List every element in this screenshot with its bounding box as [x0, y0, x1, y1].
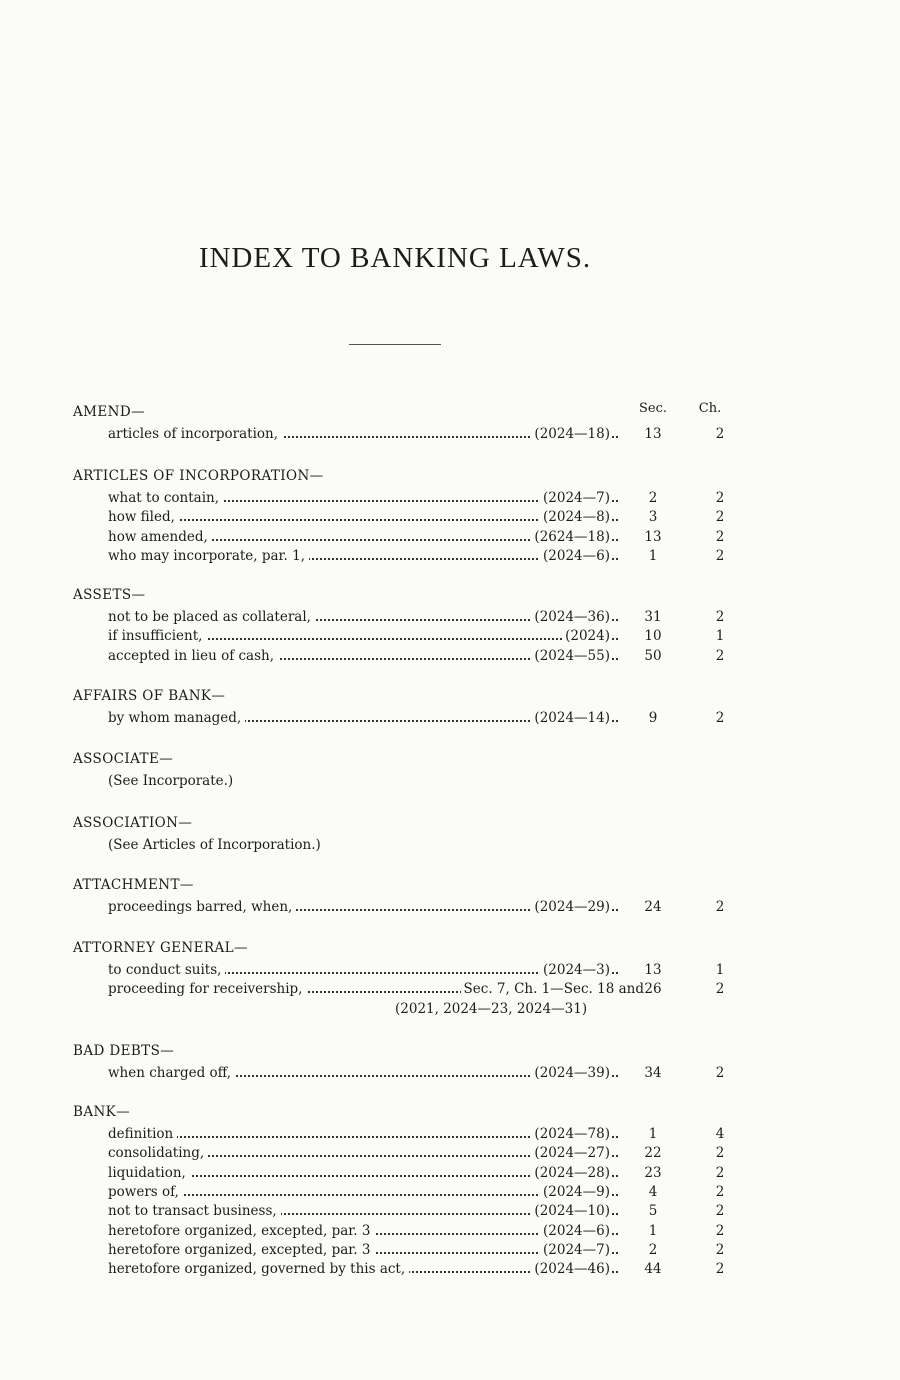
index-entry [0, 1261, 900, 1280]
entry-reference: (2024—36) [531, 609, 610, 625]
entry-text: heretofore organized, excepted, par. 3 [108, 1242, 374, 1258]
entry-reference: (2021, 2024—23, 2024—31) [395, 1000, 588, 1017]
entry-ch-number: 2 [715, 609, 725, 625]
entry-text: heretofore organized, excepted, par. 3 [108, 1223, 374, 1239]
entry-text: (See Incorporate.) [108, 773, 237, 789]
index-entry [0, 509, 900, 528]
index-entry [0, 1223, 900, 1242]
index-entry [0, 962, 900, 981]
entry-sec-number: 5 [648, 1203, 658, 1220]
entry-sec-number: 2 [648, 1241, 658, 1258]
entry-ch-number: 2 [715, 1164, 725, 1181]
entry-reference: (2024) [562, 628, 610, 644]
entry-sec-number: 13 [644, 962, 662, 978]
index-entry [0, 1242, 900, 1261]
section-heading: BAD DEBTS— [73, 1043, 175, 1059]
entry-sec-number: 22 [644, 1145, 662, 1162]
entry-ch-number: 2 [715, 528, 725, 545]
entry-text: if insufficient, [108, 628, 206, 644]
entry-text: when charged off, [108, 1065, 235, 1081]
index-entry [0, 1203, 900, 1222]
section-heading: ASSOCIATION— [73, 815, 193, 831]
entry-sec-number: 24 [644, 899, 662, 915]
entry-label [108, 773, 618, 789]
entry-reference: (2024—8) [540, 509, 610, 525]
entry-ch-number: 2 [715, 1183, 725, 1200]
entry-text: powers of, [108, 1184, 183, 1200]
index-entry [0, 710, 900, 729]
entry-text: how filed, [108, 509, 179, 525]
index-entry [0, 529, 900, 548]
entry-text: to conduct suits, [108, 962, 225, 978]
entry-reference: (2024—9) [540, 1184, 610, 1200]
entry-reference: (2024—55) [531, 648, 610, 664]
entry-sec-number: 31 [644, 609, 662, 625]
index-entry [0, 899, 900, 918]
entry-text: articles of incorporation, [108, 426, 282, 442]
entry-reference: (2024—6) [540, 1223, 610, 1239]
entry-reference: (2024—7) [540, 490, 610, 506]
entry-sec-number: 10 [644, 628, 662, 645]
entry-text: what to contain, [108, 490, 223, 506]
entry-ch-number: 2 [715, 1222, 725, 1239]
entry-text: how amended, [108, 529, 212, 545]
entry-sec-number: 1 [648, 547, 658, 564]
entry-reference: (2024—46) [531, 1261, 610, 1277]
index-entry [0, 426, 900, 445]
entry-ch-number: 2 [715, 710, 725, 726]
entry-sec-number: 26 [644, 981, 662, 998]
index-entry [0, 648, 900, 667]
entry-sec-number: 50 [644, 647, 662, 664]
index-entry [0, 1065, 900, 1084]
section-heading: ATTACHMENT— [73, 877, 194, 893]
index-entry [0, 490, 900, 509]
page-title: INDEX TO BANKING LAWS. [198, 242, 592, 274]
index-entry [0, 837, 900, 856]
entry-reference: (2024—3) [540, 962, 610, 978]
section-heading: ASSOCIATE— [73, 751, 174, 767]
entry-sec-number: 13 [644, 426, 662, 442]
entry-text: liquidation, [108, 1165, 190, 1181]
section-heading: ATTORNEY GENERAL— [73, 940, 248, 956]
sec-column-header: Sec. [638, 401, 667, 416]
entry-sec-number: 44 [644, 1261, 662, 1278]
entry-ch-number: 2 [715, 1145, 725, 1162]
entry-ch-number: 1 [715, 628, 725, 645]
entry-sec-number: 1 [648, 1126, 658, 1142]
ch-column-header: Ch. [698, 401, 722, 416]
entry-ch-number: 2 [715, 1261, 725, 1278]
entry-text: (See Articles of Incorporation.) [108, 837, 325, 853]
entry-ch-number: 2 [715, 647, 725, 664]
entry-ch-number: 2 [715, 426, 725, 442]
index-entry [0, 1165, 900, 1184]
entry-ch-number: 2 [715, 1241, 725, 1258]
entry-reference: (2024—78) [531, 1126, 610, 1142]
entry-label [108, 837, 618, 853]
index-entry [0, 548, 900, 567]
entry-reference: (2024—18) [531, 426, 610, 442]
entry-text: heretofore organized, governed by this act, [108, 1261, 409, 1277]
index-entry [0, 1001, 900, 1020]
entry-text: consolidating, [108, 1145, 208, 1161]
entry-sec-number: 1 [648, 1222, 658, 1239]
entry-sec-number: 34 [644, 1065, 662, 1081]
entry-ch-number: 2 [715, 509, 725, 526]
entry-reference: (2024—28) [531, 1165, 610, 1181]
entry-reference: Sec. 7, Ch. 1—Sec. 18 and [461, 981, 644, 997]
entry-reference: (2024—14) [531, 710, 610, 726]
entry-label [108, 628, 618, 644]
entry-text: proceedings barred, when, [108, 899, 296, 915]
index-entry [0, 773, 900, 792]
entry-reference: (2624—18) [531, 529, 610, 545]
section-heading: ASSETS— [73, 587, 146, 603]
entry-sec-number: 13 [644, 528, 662, 545]
index-entry [0, 609, 900, 628]
entry-ch-number: 2 [715, 1065, 725, 1081]
entry-reference: (2024—6) [540, 548, 610, 564]
index-entry [0, 1184, 900, 1203]
section-heading: ARTICLES OF INCORPORATION— [73, 468, 324, 484]
entry-text: by whom managed, [108, 710, 245, 726]
section-heading: AFFAIRS OF BANK— [73, 688, 226, 704]
index-entry [0, 1145, 900, 1164]
entry-ch-number: 4 [715, 1126, 725, 1142]
entry-text: proceeding for receivership, [108, 981, 306, 997]
entry-text: definition [108, 1126, 177, 1142]
entry-text: not to transact business, [108, 1203, 281, 1219]
section-heading: BANK— [73, 1104, 131, 1120]
entry-ch-number: 2 [715, 981, 725, 998]
entry-text: accepted in lieu of cash, [108, 648, 278, 664]
entry-ch-number: 2 [715, 547, 725, 564]
entry-sec-number: 9 [648, 710, 658, 726]
index-entry [0, 981, 900, 1000]
entry-reference: (2024—7) [540, 1242, 610, 1258]
entry-text: not to be placed as collateral, [108, 609, 315, 625]
entry-sec-number: 23 [644, 1164, 662, 1181]
entry-reference: (2024—27) [531, 1145, 610, 1161]
entry-ch-number: 2 [715, 490, 725, 506]
entry-text: who may incorporate, par. 1, [108, 548, 309, 564]
entry-ch-number: 2 [715, 1203, 725, 1220]
index-entry [0, 1126, 900, 1145]
entry-reference: (2024—10) [531, 1203, 610, 1219]
entry-sec-number: 4 [648, 1183, 658, 1200]
entry-reference: (2024—39) [531, 1065, 610, 1081]
entry-ch-number: 2 [715, 899, 725, 915]
entry-sec-number: 2 [648, 490, 658, 506]
index-entry [0, 628, 900, 647]
section-heading: AMEND— [73, 404, 145, 420]
entry-ch-number: 1 [715, 962, 725, 978]
entry-reference: (2024—29) [531, 899, 610, 915]
entry-sec-number: 3 [648, 509, 658, 526]
title-divider [349, 344, 441, 345]
